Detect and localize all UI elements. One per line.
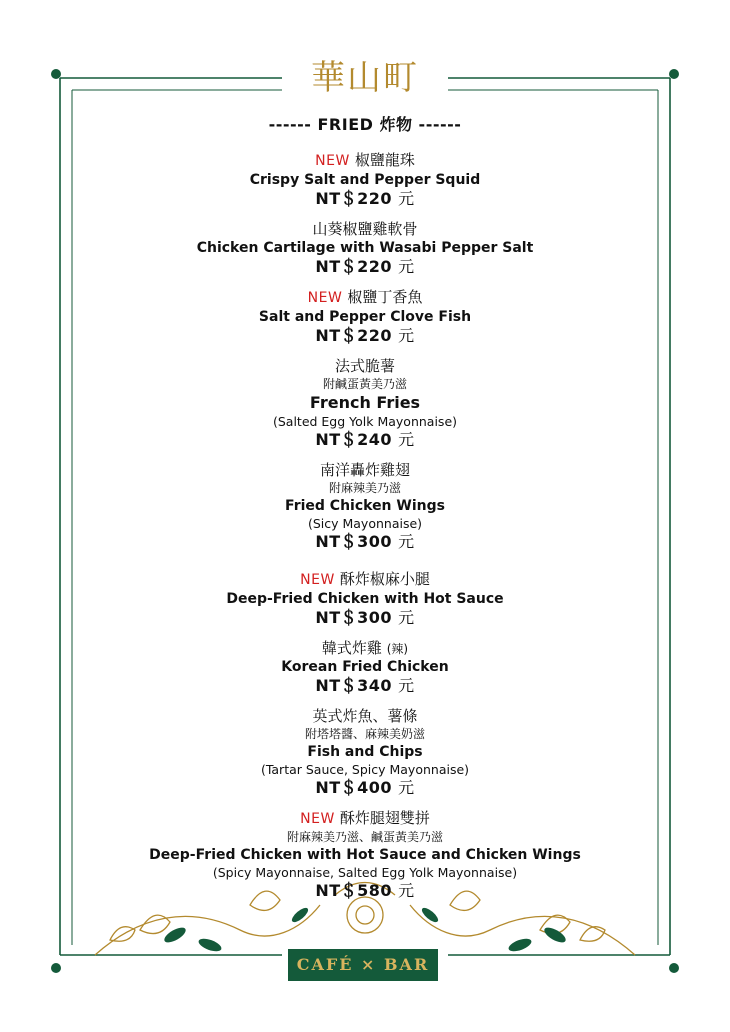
item-name-en: Fish and Chips [307, 744, 423, 760]
item-name-en: Korean Fried Chicken [281, 659, 449, 675]
item-sauce-zh: 附麻辣美乃滋、鹹蛋黃美乃滋 [286, 830, 443, 844]
leaf-decoration [162, 906, 568, 954]
item-price: NT＄300 元 [315, 532, 415, 551]
menu-item [80, 151, 650, 209]
item-name-zh: 椒鹽丁香魚 [347, 288, 423, 306]
item-name-zh: 椒鹽龍珠 [354, 151, 415, 169]
item-price: NT＄400 元 [315, 778, 415, 797]
item-name-zh: 山葵椒鹽雞軟骨 [312, 220, 418, 238]
item-name-en: Salt and Pepper Clove Fish [258, 309, 472, 325]
item-sauce-en: (Spicy Mayonnaise, Salted Egg Yolk Mayonnaise) [212, 865, 518, 880]
menu-item [80, 288, 650, 346]
item-name-en: Fried Chicken Wings [285, 498, 445, 514]
item-price: NT＄340 元 [315, 676, 415, 695]
item-price: NT＄220 元 [315, 326, 415, 345]
item-price: NT＄220 元 [315, 257, 415, 276]
cafe-bar-badge: CAFÉ × BAR [288, 949, 438, 981]
brand-logo: 華山町 [311, 58, 419, 98]
item-name-en: Chicken Cartilage with Wasabi Pepper Salt [196, 240, 534, 256]
menu-item [80, 809, 650, 901]
item-price: NT＄220 元 [315, 189, 415, 208]
item-name-en: Deep-Fried Chicken with Hot Sauce [226, 591, 504, 607]
item-sauce-en: (Tartar Sauce, Spicy Mayonnaise) [260, 762, 470, 777]
menu-item [80, 707, 650, 798]
item-name-zh: 韓式炸雞 [321, 639, 382, 657]
menu-item [80, 570, 650, 628]
item-name-zh: 法式脆薯 [334, 357, 395, 375]
item-name-en: French Fries [309, 393, 421, 412]
item-sauce-zh: 附鹹蛋黃美乃滋 [322, 377, 407, 391]
item-name-en: Crispy Salt and Pepper Squid [249, 172, 481, 188]
menu-section [80, 112, 650, 912]
item-price: NT＄240 元 [315, 430, 415, 449]
menu-item [80, 220, 650, 277]
item-name-zh: 英式炸魚、薯條 [312, 707, 418, 725]
new-badge: NEW [315, 153, 350, 169]
item-price: NT＄300 元 [315, 608, 415, 627]
new-badge: NEW [300, 572, 335, 588]
item-name-zh: 酥炸椒麻小腿 [339, 570, 430, 588]
item-sauce-zh: 附塔塔醬、麻辣美奶滋 [304, 727, 425, 741]
spicy-note: (辣) [386, 642, 409, 656]
item-sauce-en: (Salted Egg Yolk Mayonnaise) [272, 414, 458, 429]
new-badge: NEW [300, 811, 335, 827]
item-sauce-zh: 附麻辣美乃滋 [328, 481, 401, 495]
section-title: ------ FRIED 炸物 ------ [268, 115, 462, 134]
item-name-en: Deep-Fried Chicken with Hot Sauce and Chicken Wings [149, 847, 581, 863]
new-badge: NEW [307, 290, 343, 306]
item-name-zh: 南洋轟炸雞翅 [319, 461, 410, 479]
menu-item [80, 357, 650, 450]
menu-item [80, 639, 650, 696]
item-price: NT＄580 元 [315, 881, 415, 900]
item-sauce-en: (Sicy Mayonnaise) [307, 516, 423, 531]
menu-item [80, 461, 650, 552]
item-name-zh: 酥炸腿翅雙拼 [339, 809, 430, 827]
